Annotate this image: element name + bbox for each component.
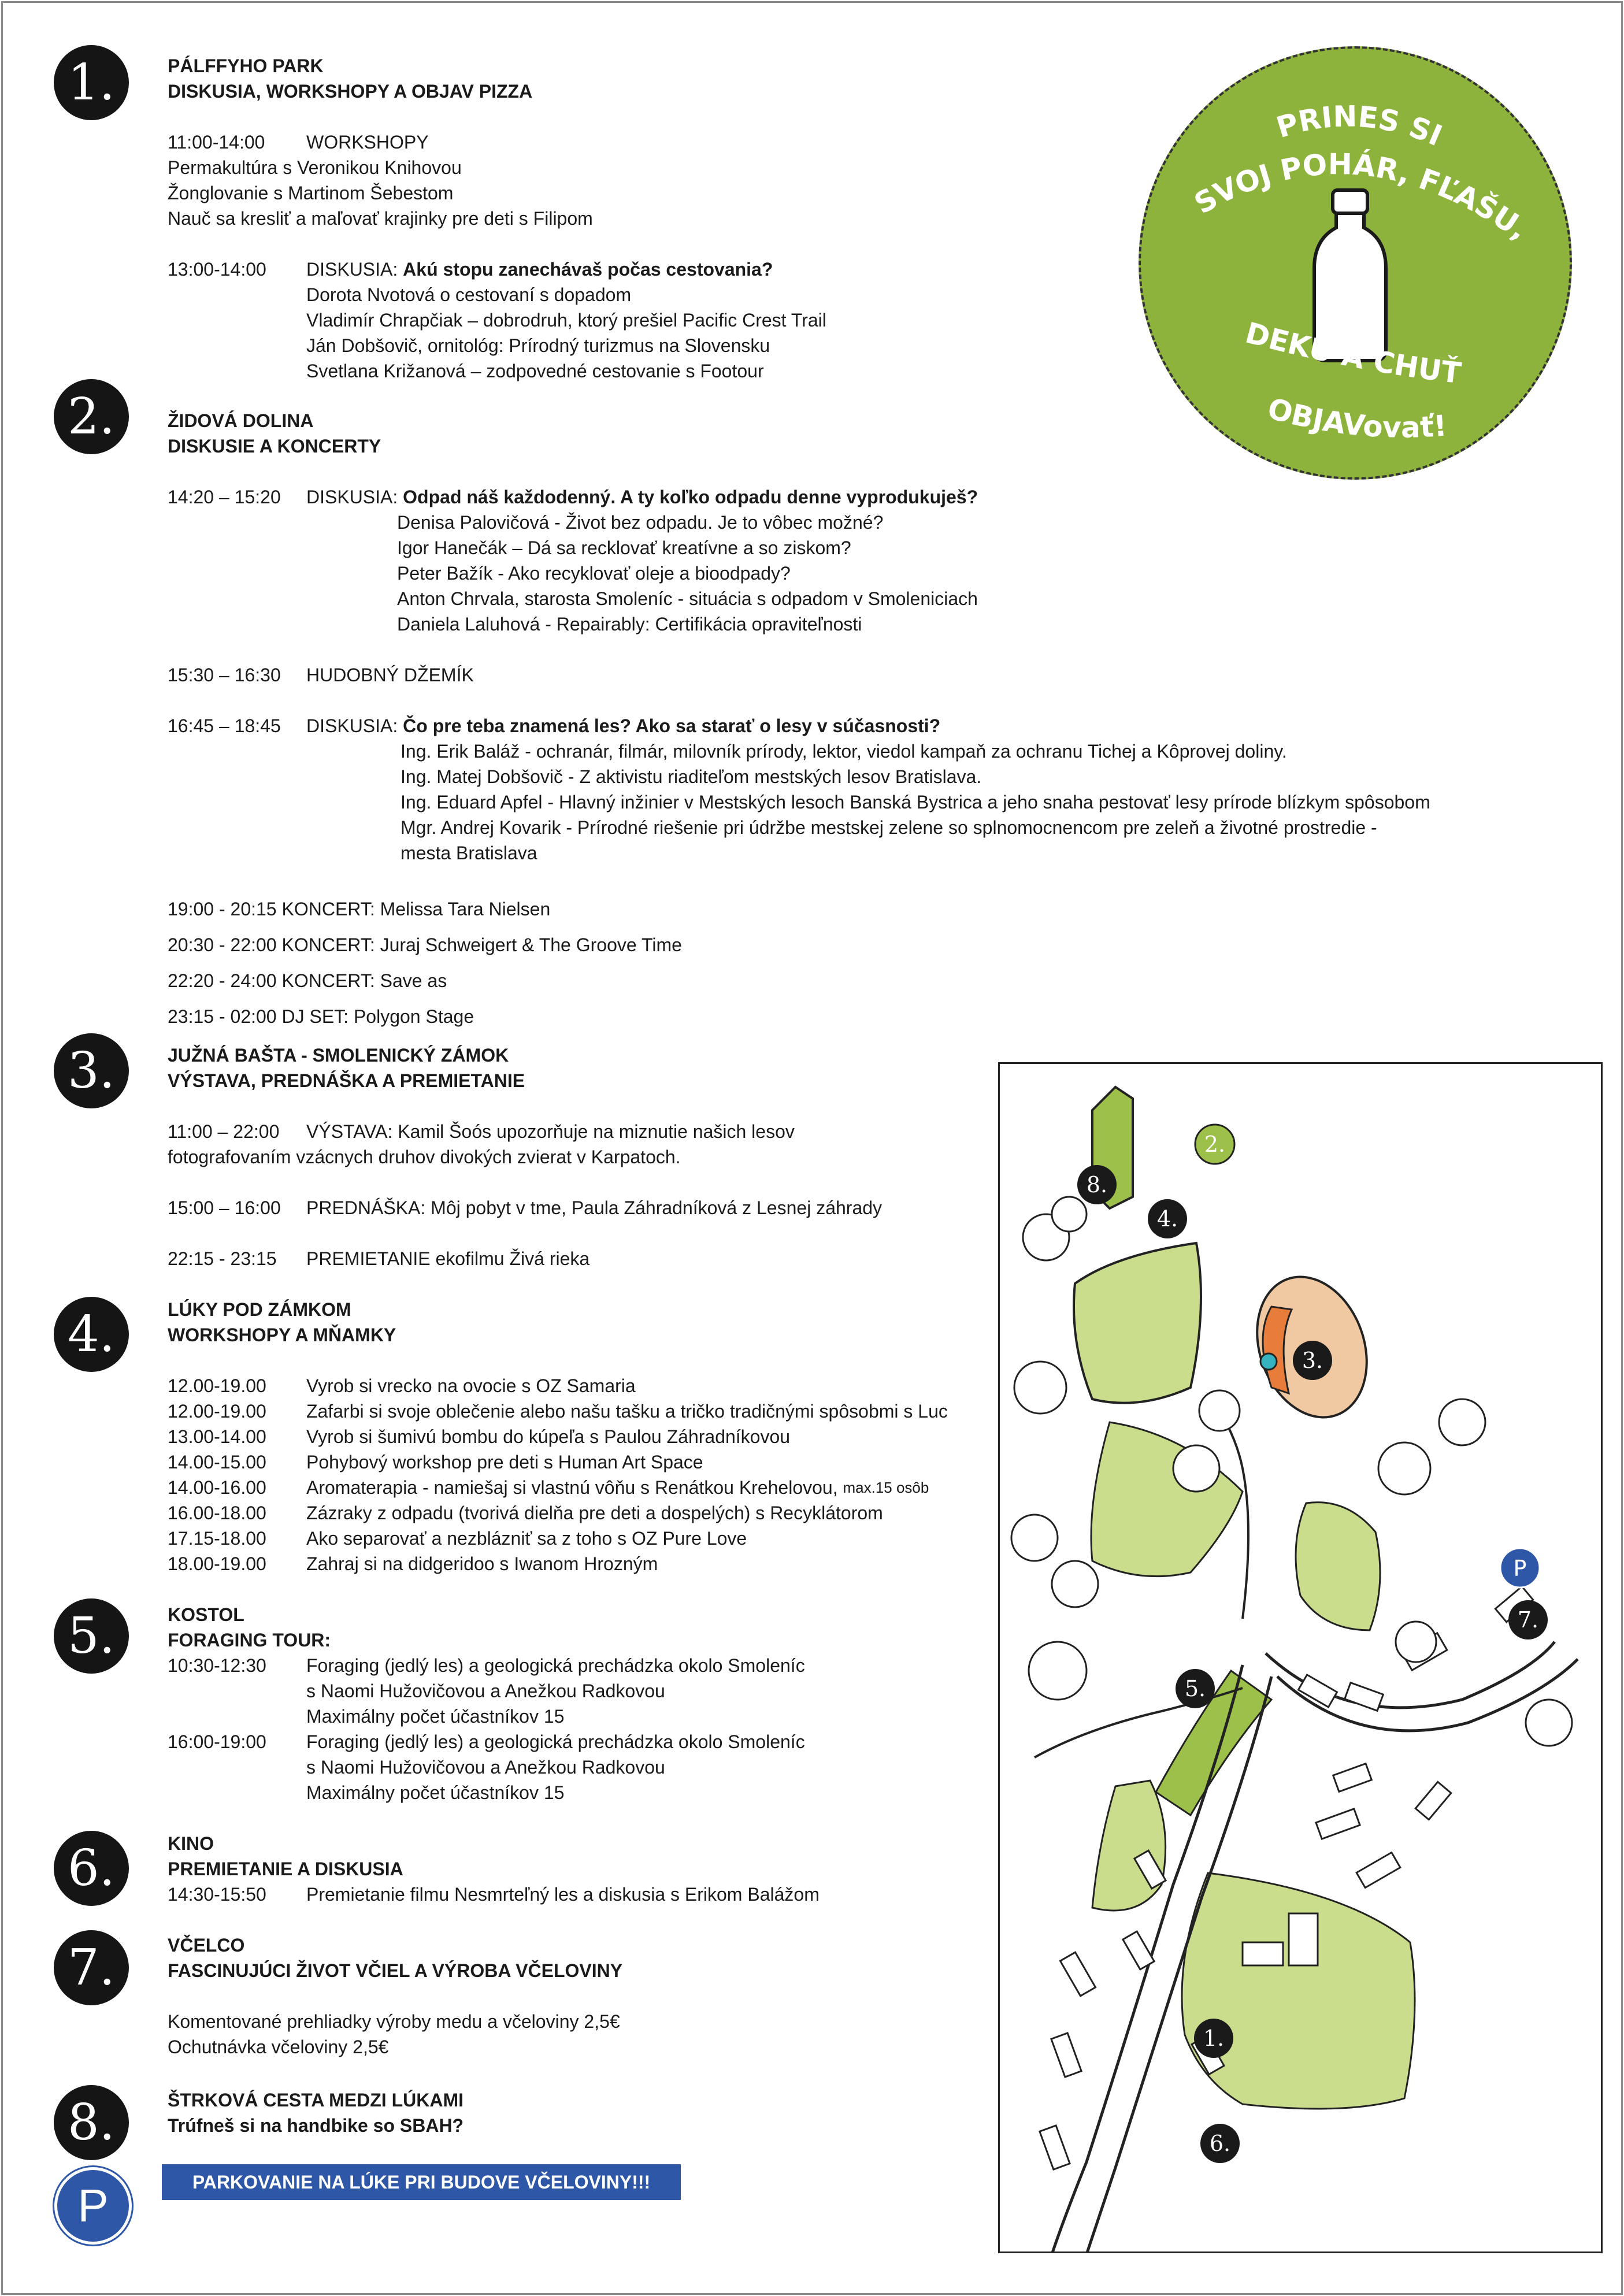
list-item: Permakultúra s Veronikou Knihovou	[168, 157, 462, 178]
map-marker-1: 1.	[1203, 2026, 1225, 2051]
text-line: s Naomi Hužovičovou a Anežkou Radkovou	[306, 1757, 665, 1778]
map-marker-4: 4.	[1156, 1206, 1178, 1232]
concert-item: 20:30 - 22:00 KONCERT: Juraj Schweigert & The Groove Time	[168, 934, 682, 955]
time: 16.00-18.00	[168, 1503, 266, 1523]
list-item: Dorota Nvotová o cestovaní s dopadom	[306, 284, 632, 305]
section-title: LÚKY POD ZÁMKOM	[168, 1299, 351, 1320]
section-subtitle: VÝSTAVA, PREDNÁŠKA A PREMIETANIE	[168, 1070, 525, 1091]
list-item: Denisa Palovičová - Život bez odpadu. Je to vôbec možné?	[397, 512, 884, 533]
section-subtitle: FORAGING TOUR:	[168, 1630, 331, 1650]
section-number-3: 3.	[54, 1033, 129, 1108]
label: Foraging (jedlý les) a geologická prechádzka okolo Smoleníc	[306, 1655, 805, 1676]
label: Vyrob si vrecko na ovocie s OZ Samaria	[306, 1375, 636, 1396]
parking-icon: P	[54, 2167, 132, 2245]
time: 22:15 - 23:15	[168, 1248, 277, 1269]
text-line: Ochutnávka včeloviny 2,5€	[168, 2037, 389, 2057]
time: 15:30 – 16:30	[168, 665, 281, 685]
section-subtitle: DISKUSIE A KONCERTY	[168, 436, 381, 457]
time: 17.15-18.00	[168, 1528, 266, 1549]
list-item: Svetlana Križanová – zodpovedné cestovanie s Footour	[306, 361, 764, 381]
list-item: Igor Hanečák – Dá sa recklovať kreatívne a so ziskom?	[397, 537, 851, 558]
label: DISKUSIA:	[306, 259, 403, 280]
section-1	[168, 53, 1006, 384]
time: 10:30-12:30	[168, 1655, 266, 1676]
label: PREMIETANIE ekofilmu Živá rieka	[306, 1248, 590, 1269]
concert-item: 22:20 - 24:00 KONCERT: Save as	[168, 970, 447, 991]
label: PREDNÁŠKA: Môj pobyt v tme, Paula Záhradníková z Lesnej záhrady	[306, 1197, 883, 1218]
label: HUDOBNÝ DŽEMÍK	[306, 665, 474, 685]
section-number-5: 5.	[54, 1598, 129, 1674]
label: Zahraj si na didgeridoo s Iwanom Hrozným	[306, 1553, 658, 1574]
section-8	[168, 2087, 1006, 2138]
badge-line-4: OBJAVovať!	[1264, 391, 1448, 444]
badge-line-3: DEKU A CHUŤ	[1242, 316, 1463, 391]
section-number-8: 8.	[54, 2085, 129, 2160]
label: Foraging (jedlý les) a geologická prechádzka okolo Smoleníc	[306, 1731, 805, 1752]
label-note: max.15 osôb	[843, 1479, 929, 1496]
label: Vyrob si šumivú bombu do kúpeľa s Paulou Záhradníkovou	[306, 1426, 791, 1447]
list-item: Mgr. Andrej Kovarik - Prírodné riešenie pri údržbe mestskej zelene so splnomocnencom pre zeleň a životné prostredie -	[401, 817, 1377, 838]
section-number-2: 2.	[54, 379, 129, 454]
time: 11:00-14:00	[168, 132, 265, 153]
badge-line-1: PRINES SI	[1272, 99, 1447, 153]
time: 13.00-14.00	[168, 1426, 266, 1447]
time: 14:20 – 15:20	[168, 487, 281, 507]
map-marker-8: 8.	[1086, 1172, 1108, 1197]
map-marker-3: 3.	[1302, 1348, 1323, 1373]
map-marker-7: 7.	[1517, 1607, 1539, 1633]
time: 11:00 – 22:00	[168, 1121, 280, 1142]
list-item: Ing. Eduard Apfel - Hlavný inžinier v Mestských lesoch Banská Bystrica a jeho snaha pestovať lesy prírode blízkym spôsobom	[401, 792, 1430, 813]
time: 16:00-19:00	[168, 1731, 266, 1752]
time: 16:45 – 18:45	[168, 715, 281, 736]
parking-banner: PARKOVANIE NA LÚKE PRI BUDOVE VČELOVINY!!!	[162, 2164, 681, 2200]
bring-your-own-badge	[1139, 46, 1572, 480]
map-parking-icon: P	[1513, 1556, 1527, 1581]
list-item: Žonglovanie s Martinom Šebestom	[168, 183, 454, 203]
section-title: PÁLFFYHO PARK	[168, 55, 324, 76]
time: 14:30-15:50	[168, 1884, 266, 1905]
label: DISKUSIA:	[306, 715, 403, 736]
label: Pohybový workshop pre deti s Human Art Space	[306, 1452, 703, 1472]
list-item: Ján Dobšovič, ornitológ: Prírodný turizmus na Slovensku	[306, 335, 770, 356]
section-title: ŽIDOVÁ DOLINA	[168, 410, 314, 431]
section-title: ŠTRKOVÁ CESTA MEDZI LÚKAMI	[168, 2090, 464, 2110]
topic: Odpad náš každodenný. A ty koľko odpadu denne vyprodukuješ?	[403, 487, 978, 507]
text-line: Maximálny počet účastníkov 15	[306, 1706, 565, 1727]
text-line: Komentované prehliadky výroby medu a včeloviny 2,5€	[168, 2011, 620, 2032]
text-line: fotografovaním vzácnych druhov divokých zvierat v Karpatoch.	[168, 1147, 681, 1167]
time: 13:00-14:00	[168, 259, 266, 280]
label: Aromaterapia - namiešaj si vlastnú vôňu s Renátkou Krehelovou,	[306, 1477, 843, 1498]
map-drawing	[1000, 1064, 1601, 2252]
section-number-7: 7.	[54, 1930, 129, 2005]
concert-item: 23:15 - 02:00 DJ SET: Polygon Stage	[168, 1006, 474, 1027]
map-marker-2: 2.	[1204, 1132, 1226, 1157]
section-5	[168, 1602, 1006, 1805]
section-subtitle: WORKSHOPY A MŇAMKY	[168, 1325, 396, 1345]
section-number-1: 1.	[54, 45, 129, 120]
concert-item: 19:00 - 20:15 KONCERT: Melissa Tara Nielsen	[168, 899, 551, 919]
list-item: Anton Chrvala, starosta Smoleníc - situácia s odpadom v Smoleniciach	[397, 588, 978, 609]
venue-map	[998, 1062, 1603, 2253]
label: VÝSTAVA: Kamil Šoós upozorňuje na miznutie našich lesov	[306, 1121, 795, 1142]
section-title: JUŽNÁ BAŠTA - SMOLENICKÝ ZÁMOK	[168, 1045, 509, 1066]
list-item: Peter Bažík - Ako recyklovať oleje a bioodpady?	[397, 563, 791, 584]
section-subtitle: PREMIETANIE A DISKUSIA	[168, 1859, 403, 1879]
section-number-6: 6.	[54, 1831, 129, 1906]
text-line: Maximálny počet účastníkov 15	[306, 1782, 565, 1803]
label: Zázraky z odpadu (tvorivá dielňa pre deti a dospelých) s Recyklátorom	[306, 1503, 883, 1523]
section-6	[168, 1831, 1006, 1907]
section-title: KOSTOL	[168, 1604, 244, 1625]
list-item: Ing. Matej Dobšovič - Z aktivistu riaditeľom mestských lesov Bratislava.	[401, 766, 982, 787]
badge-line-2: SVOJ POHÁR, FĽAŠU,	[1188, 147, 1534, 247]
time: 12.00-19.00	[168, 1401, 266, 1422]
map-marker-6: 6.	[1209, 2131, 1231, 2156]
list-item: Vladimír Chrapčiak – dobrodruh, ktorý prešiel Pacific Crest Trail	[306, 310, 826, 331]
section-subtitle: FASCINUJÚCI ŽIVOT VČIEL A VÝROBA VČELOVINY	[168, 1960, 623, 1981]
list-item: Nauč sa kresliť a maľovať krajinky pre deti s Filipom	[168, 208, 593, 229]
badge-art	[1141, 49, 1570, 477]
section-subtitle: Trúfneš si na handbike so SBAH?	[168, 2115, 464, 2136]
time: 14.00-15.00	[168, 1452, 266, 1472]
section-2	[168, 408, 1612, 1034]
section-title: VČELCO	[168, 1935, 245, 1956]
topic: Akú stopu zanechávaš počas cestovania?	[403, 259, 773, 280]
map-marker-5: 5.	[1184, 1676, 1206, 1701]
section-number-4: 4.	[54, 1297, 129, 1372]
section-subtitle: DISKUSIA, WORKSHOPY A OBJAV PIZZA	[168, 81, 533, 102]
list-item: mesta Bratislava	[401, 843, 537, 863]
list-item: Daniela Laluhová - Repairably: Certifikácia opraviteľnosti	[397, 614, 862, 635]
list-item: Ing. Erik Baláž - ochranár, filmár, milovník prírody, lektor, viedol kampaň za ochranu Tichej a Kôprovej doliny.	[401, 741, 1287, 762]
label: DISKUSIA:	[306, 487, 403, 507]
time: 18.00-19.00	[168, 1553, 266, 1574]
label: Ako separovať a nezblázniť sa z toho s OZ Pure Love	[306, 1528, 747, 1549]
time: 12.00-19.00	[168, 1375, 266, 1396]
topic: Čo pre teba znamená les? Ako sa starať o lesy v súčasnosti?	[403, 715, 941, 736]
section-3	[168, 1043, 1006, 1271]
section-4	[168, 1297, 1006, 1577]
text-line: s Naomi Hužovičovou a Anežkou Radkovou	[306, 1681, 665, 1701]
time: 15:00 – 16:00	[168, 1197, 281, 1218]
section-7	[168, 1933, 1006, 2060]
section-title: KINO	[168, 1833, 214, 1854]
label: Zafarbi si svoje oblečenie alebo našu tašku a tričko tradičnými spôsobmi s Luc	[306, 1401, 948, 1422]
label: WORKSHOPY	[306, 132, 429, 153]
time: 14.00-16.00	[168, 1477, 266, 1498]
label: Premietanie filmu Nesmrteľný les a diskusia s Erikom Balážom	[306, 1884, 820, 1905]
